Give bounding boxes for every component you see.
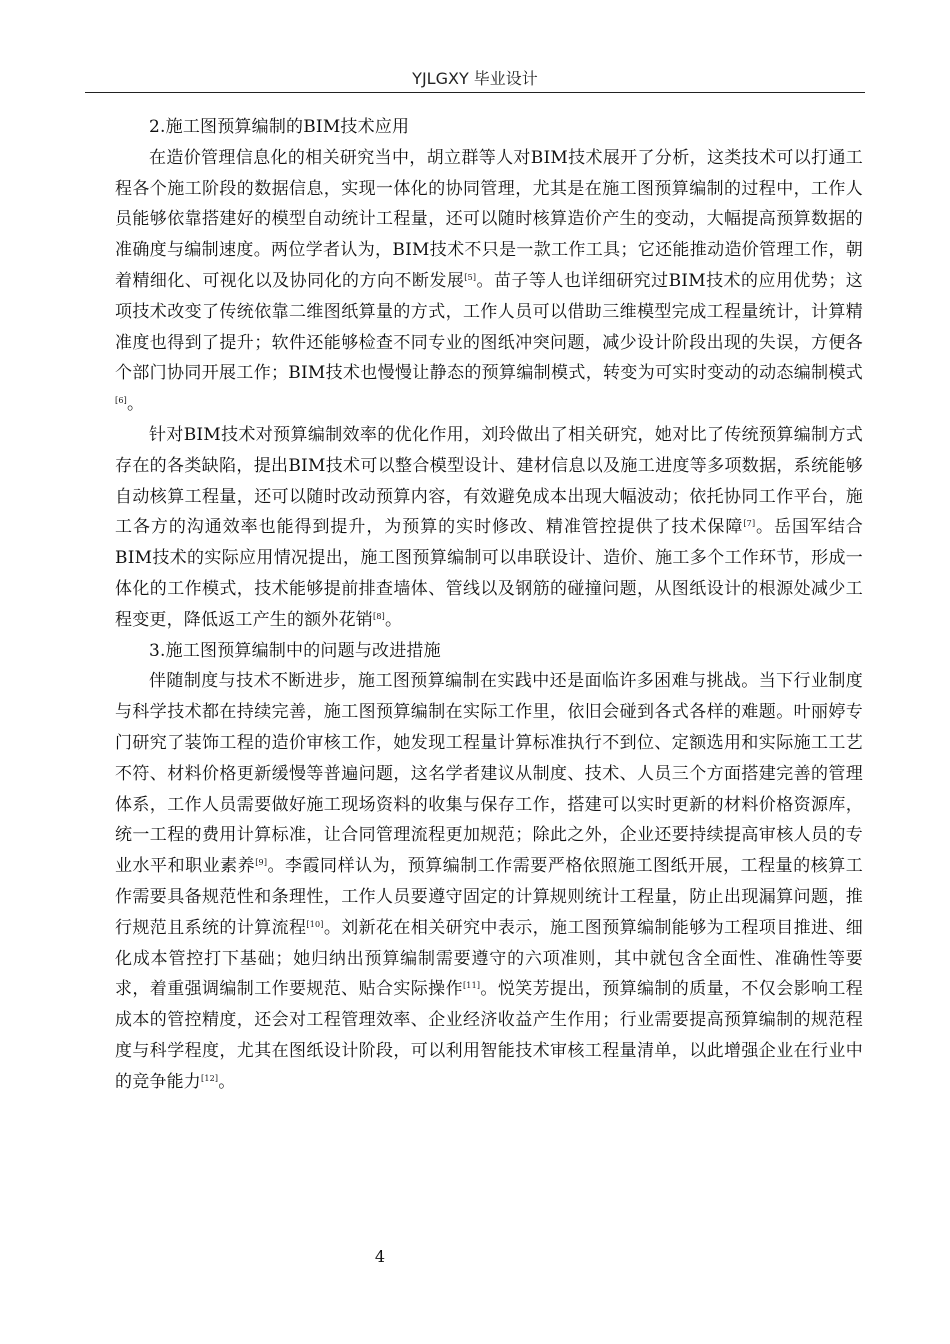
paragraph xyxy=(115,420,863,636)
citation-ref: [9] xyxy=(255,858,268,868)
page-number: 4 xyxy=(374,1247,386,1266)
section-heading: 3.施工图预算编制中的问题与改进措施 xyxy=(149,640,441,661)
header-rule xyxy=(85,92,865,93)
text-run: 在造价管理信息化的相关研究当中，胡立群等人对BIM技术展开了分析，这类技术可以打通工程各个施工阶段的数据信息，实现一体化的协同管理，尤其是在施工图预算编制的过程中，工作人员能够依靠搭建好的模型自动统计工程量，还可以随时核算造价产生的变动，大幅提高预算数据的准确度与编制速度。两位学者认为，BIM技术不只是一款工作工具；它还能推动造价管理工作，朝着精细化、可视化以及协同化的方向不断发展 xyxy=(115,147,863,291)
text-run: 。李霞同样认为，预算编制工作需要严格依照施工图纸开展，工程量的核算工作需要具备规范性和条理性，工作人员要遵守固定的计算规则统计工程量，防止出现漏算问题，推行规范且系统的计算流程 xyxy=(115,856,863,938)
text-run: 。苗子等人也详细研究过BIM技术的应用优势；这项技术改变了传统依靠二维图纸算量的方式，工作人员可以借助三维模型完成工程量统计，计算精准度也得到了提升；软件还能够检查不同专业的图纸冲突问题，减少设计阶段出现的失误，方便各个部门协同开展工作；BIM技术也慢慢让静态的预算编制模式，转变为可实时变动的动态编制模式 xyxy=(115,270,864,384)
citation-ref: [5] xyxy=(464,272,477,282)
section-bim xyxy=(115,112,863,636)
document-body xyxy=(115,112,863,1098)
paragraph xyxy=(115,143,863,420)
citation-ref: [8] xyxy=(373,611,385,621)
text-run: 。 xyxy=(384,609,403,630)
citation-ref: [6] xyxy=(115,396,127,406)
citation-ref: [10] xyxy=(306,919,324,929)
text-run: 。 xyxy=(126,394,145,415)
text-run: 。 xyxy=(218,1071,236,1092)
text-run: 。岳国军结合BIM技术的实际应用情况提出，施工图预算编制可以串联设计、造价、施工多个工作环节，形成一体化的工作模式，技术能够提前排查墙体、管线以及钢筋的碰撞问题，从图纸设计的根源处减少工程变更，降低返工产生的额外花销 xyxy=(115,517,863,630)
page-header: YJLGXY 毕业设计 xyxy=(412,69,538,88)
text-run: 。悦笑芳提出，预算编制的质量，不仅会影响工程成本的管控精度，还会对工程管理效率、企业经济收益产生作用；行业需要提高预算编制的规范程度与科学程度，尤其在图纸设计阶段，可以利用智能技术审核工程量清单，以此增强企业在行业中的竞争能力 xyxy=(115,979,863,1092)
section-problems xyxy=(115,636,863,1098)
citation-ref: [11] xyxy=(462,981,481,991)
citation-ref: [12] xyxy=(201,1073,219,1083)
paragraph xyxy=(115,666,863,1097)
text-run: 。刘新花在相关研究中表示，施工图预算编制能够为工程项目推进、细化成本管控打下基础；她归纳出预算编制需要遵守的六项准则，其中就包含全面性、准确性等要求，着重强调编制工作要规范、贴合实际操作 xyxy=(115,917,863,1000)
section-heading: 2.施工图预算编制的BIM技术应用 xyxy=(149,117,410,137)
text-run: 伴随制度与技术不断进步，施工图预算编制在实践中还是面临许多困难与挑战。当下行业制度与科学技术都在持续完善，施工图预算编制在实际工作里，依旧会碰到各式各样的难题。叶丽婷专门研究了装饰工程的造价审核工作，她发现工程量计算标准执行不到位、定额选用和实际施工工艺不符、材料价格更新缓慢等普遍问题，这名学者建议从制度、技术、人员三个方面搭建完善的管理体系，工作人员需要做好施工现场资料的收集与保存工作，搭建可以实时更新的材料价格资源库，统一工程的费用计算标准，让合同管理流程更加规范；除此之外，企业还要持续提高审核人员的专业水平和职业素养 xyxy=(115,671,863,877)
citation-ref: [7] xyxy=(743,519,756,529)
text-run: 针对BIM技术对预算编制效率的优化作用，刘玲做出了相关研究，她对比了传统预算编制方式存在的各类缺陷，提出BIM技术可以整合模型设计、建材信息以及施工进度等多项数据，系统能够自动核算工程量，还可以随时改动预算内容，有效避免成本出现大幅波动；依托协同工作平台，施工各方的沟通效率也能得到提升，为预算的实时修改、精准管控提供了技术保障 xyxy=(115,424,863,538)
